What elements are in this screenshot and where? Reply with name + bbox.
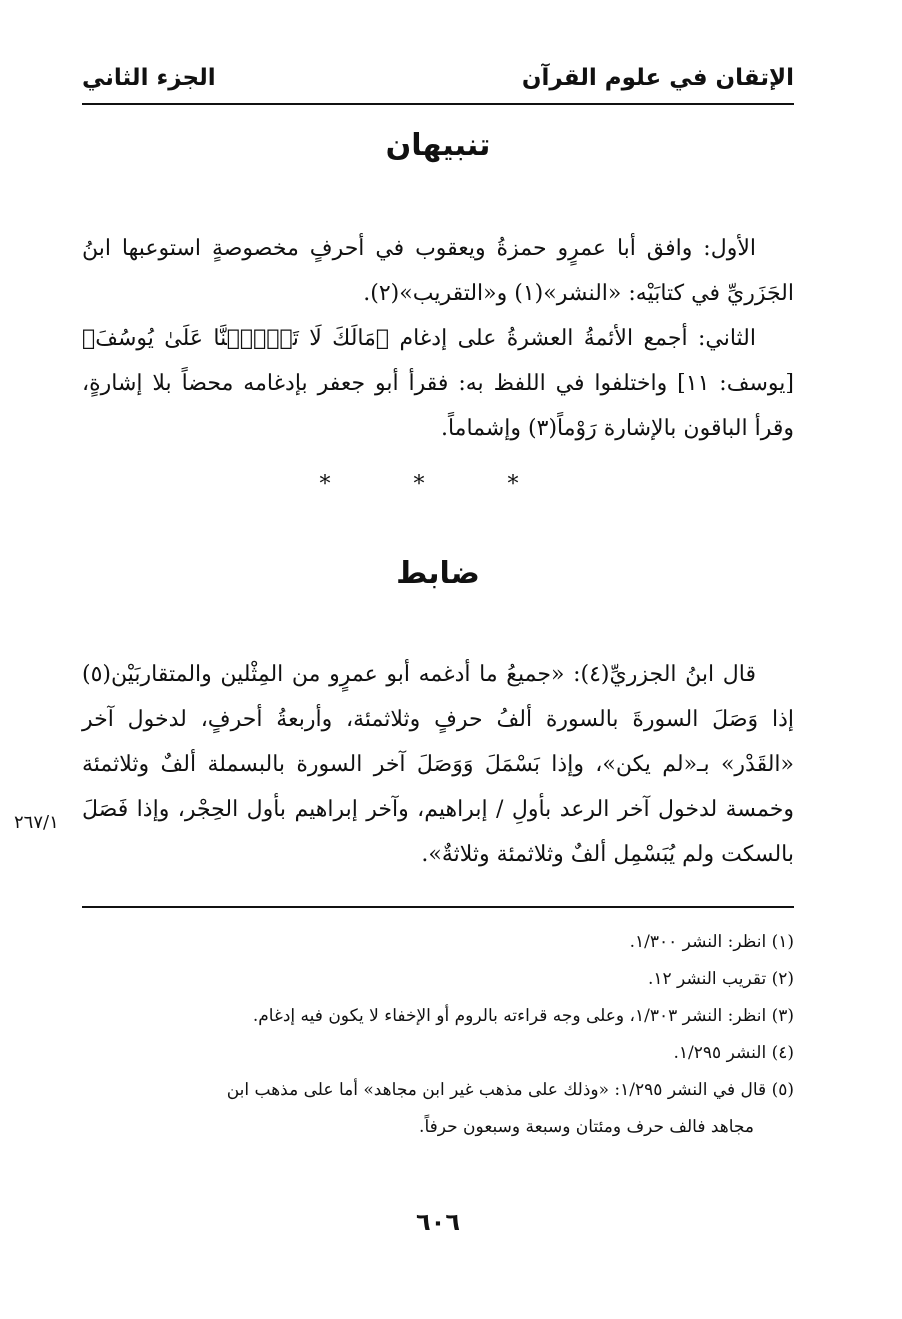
- section-title-dabit: ضابط: [396, 556, 480, 591]
- section-title-tanbihan: تنبيهان: [385, 128, 491, 163]
- footnote-5-continuation: مجاهد فالف حرف ومئتان وسبعة وسبعون حرفاً.: [419, 1117, 754, 1137]
- footnote-5: (٥) قال في النشر ١/٢٩٥: «وذلك على مذهب غير ابن مجاهد» أما على مذهب ابن: [226, 1080, 794, 1100]
- page-number: ٦٠٦: [416, 1208, 460, 1236]
- footnote-4: (٤) النشر ١/٢٩٥.: [673, 1043, 794, 1063]
- footnote-rule: [82, 906, 794, 908]
- paragraph-first: الأول: وافق أبا عمرٍو حمزةُ ويعقوب في أحرفٍ مخصوصةٍ استوعبها ابنُ الجَزَريِّ في كتابَيْه: «النشر»(١) و«التقريب»(٢).: [82, 236, 794, 306]
- section-2-body: [82, 652, 794, 877]
- paragraph-ibn-jazari: قال ابنُ الجزريِّ(٤): «جميعُ ما أدغمه أبو عمرٍو من المِثْلين والمتقاربَيْن(٥) إذا وَصَلَ السورةَ بالسورة ألفُ حرفٍ وثلاثمئة، وأربعةُ أحرفٍ، لدخول آخر «القَدْر» بـ«لم يكن»، وإذا بَسْمَلَ وَوَصَلَ آخر السورة بالبسملة ألفٌ وثلاثمئة وخمسة لدخول آخر الرعد بأولِ / إبراهيم، وآخر إبراهيم بأول الحِجْر، وإذا فَصَلَ بالسكت ولم يُبَسْمِل ألفٌ وثلاثمئة وثلاثةٌ».: [82, 662, 794, 867]
- volume-label: الجزء الثاني: [82, 65, 216, 91]
- book-title: الإتقان في علوم القرآن: [521, 65, 794, 91]
- footnote-3: (٣) انظر: النشر ١/٣٠٣، وعلى وجه قراءته بالروم أو الإخفاء لا يكون فيه إدغام.: [252, 1006, 794, 1026]
- header-rule: [82, 103, 794, 105]
- margin-page-reference: ٢٦٧/١: [14, 812, 59, 833]
- section-separator: * * *: [319, 472, 557, 497]
- footnote-2: (٢) تقريب النشر ١٢.: [647, 969, 794, 989]
- footnotes: [82, 924, 794, 1146]
- footnote-1: (١) انظر: النشر ١/٣٠٠.: [629, 932, 794, 952]
- section-1-body: [82, 226, 794, 451]
- paragraph-second: الثاني: أجمع الأئمةُ العشرةُ على إدغام ﴿مَالَكَ لَا تَأۡمَ۫نَّا عَلَىٰ يُوسُفَ﴾ [يوسف: ١١] واختلفوا في اللفظ به: فقرأ أبو جعفر بإدغامه محضاً بلا إشارةٍ، وقرأ الباقون بالإشارة رَوْماً(٣) وإشماماً.: [82, 326, 794, 441]
- running-header: [82, 58, 794, 98]
